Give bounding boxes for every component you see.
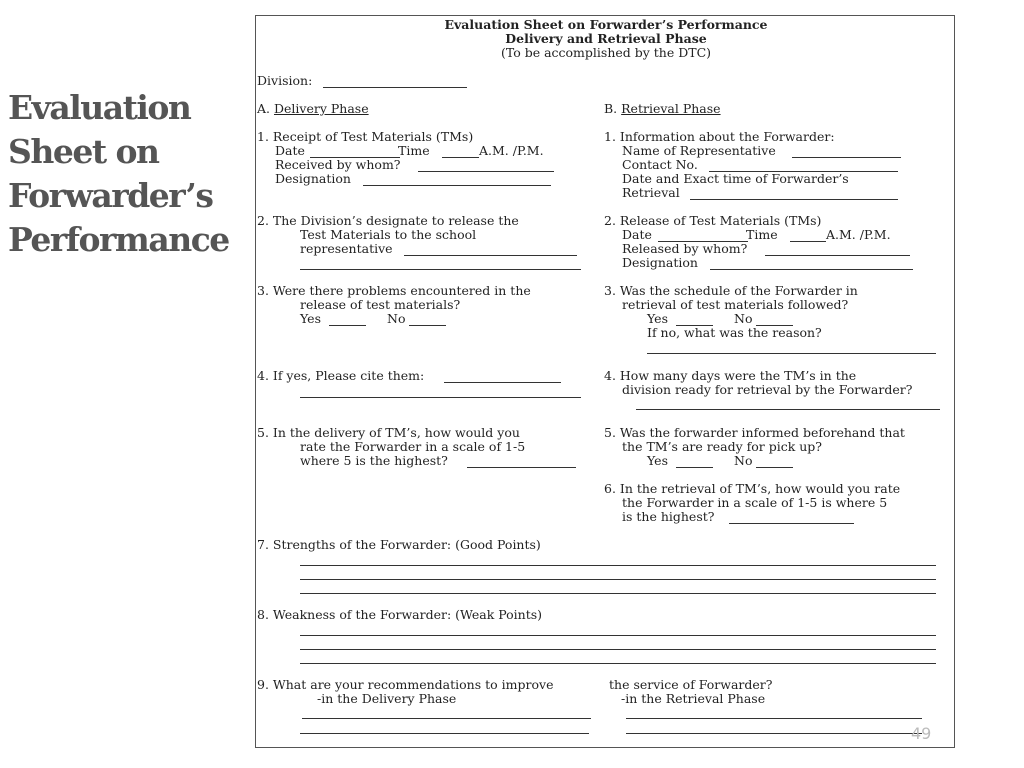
recommendations-retrieval-label: -in the Retrieval Phase [621,691,766,706]
division-field[interactable] [323,87,467,88]
delivery-q2-representative-label: representative [300,241,393,256]
delivery-q4: 4. If yes, Please cite them: [257,368,425,383]
retrieval-q4-field[interactable] [636,409,940,410]
retrieval-q3-line2: retrieval of test materials followed? [622,297,849,312]
delivery-q5-rating-field[interactable] [467,467,576,468]
page-number: 49 [911,724,932,743]
delivery-q5: 5. In the delivery of TM’s, how would you [257,425,520,440]
delivery-q1-date-label: Date [275,143,305,158]
recommendations-retrieval-line[interactable] [626,733,922,734]
retrieval-q2-designation-field[interactable] [710,269,913,270]
delivery-q3-yes-field[interactable] [329,325,366,326]
delivery-q1-received-field[interactable] [418,171,554,172]
retrieval-q2-date-label: Date [622,227,652,242]
retrieval-q1-datetime-label: Date and Exact time of Forwarder’s [622,171,849,186]
retrieval-q3-yes-label: Yes [647,311,668,326]
document-header-note: (To be accomplished by the DTC) [500,45,712,60]
retrieval-q1-retrieval-field[interactable] [690,199,898,200]
retrieval-q6-line2: the Forwarder in a scale of 1-5 is where 5 [622,495,888,510]
retrieval-q1-contact-label: Contact No. [622,157,698,172]
retrieval-q3: 3. Was the schedule of the Forwarder in [604,283,858,298]
weakness-line[interactable] [300,649,936,650]
recommendations-retrieval-line[interactable] [626,718,922,719]
strengths-line[interactable] [300,579,936,580]
retrieval-q5-no-field[interactable] [756,467,793,468]
delivery-q1-designation-label: Designation [275,171,351,186]
retrieval-q1-name-field[interactable] [792,157,901,158]
section-b-heading: B. Retrieval Phase [604,101,721,116]
evaluation-sheet-document [255,15,955,748]
delivery-q3-no-label: No [387,311,406,326]
retrieval-q3-reason-field[interactable] [647,353,936,354]
division-label: Division: [257,73,313,88]
retrieval-q6-rating-label: is the highest? [622,509,715,524]
retrieval-q1-name-label: Name of Representative [622,143,776,158]
delivery-q1-designation-field[interactable] [363,185,551,186]
retrieval-q4-line2: division ready for retrieval by the Forwarder? [622,382,913,397]
retrieval-q2-ampm: A.M. /P.M. [826,227,891,242]
delivery-q1-time-label: Time [398,143,430,158]
delivery-q2-line2: Test Materials to the school [300,227,477,242]
retrieval-q3-no-label: No [734,311,753,326]
retrieval-q2-time-label: Time [746,227,778,242]
retrieval-q5: 5. Was the forwarder informed beforehand that [604,425,905,440]
recommendations-question-cont: the service of Forwarder? [609,677,773,692]
delivery-q2-representative-field[interactable] [404,255,577,256]
retrieval-q6-rating-field[interactable] [729,523,854,524]
strengths-line[interactable] [300,565,936,566]
retrieval-q1-retrieval-label: Retrieval [622,185,680,200]
delivery-q1: 1. Receipt of Test Materials (TMs) [257,129,474,144]
retrieval-q2: 2. Release of Test Materials (TMs) [604,213,822,228]
retrieval-q2-designation-label: Designation [622,255,698,270]
delivery-q5-line2: rate the Forwarder in a scale of 1-5 [300,439,526,454]
retrieval-q6: 6. In the retrieval of TM’s, how would you rate [604,481,901,496]
retrieval-q1: 1. Information about the Forwarder: [604,129,835,144]
strengths-line[interactable] [300,593,936,594]
weakness-question: 8. Weakness of the Forwarder: (Weak Points) [257,607,543,622]
strengths-question: 7. Strengths of the Forwarder: (Good Points) [257,537,541,552]
delivery-q4-field-2[interactable] [300,397,581,398]
section-a-heading: A. Delivery Phase [257,101,369,116]
weakness-line[interactable] [300,635,936,636]
delivery-q1-time-field[interactable] [442,157,479,158]
weakness-line[interactable] [300,663,936,664]
document-header-title: Evaluation Sheet on Forwarder’s Performance [444,17,768,32]
slide-title [8,86,248,262]
retrieval-q4: 4. How many days were the TM’s in the [604,368,857,383]
delivery-q3-yes-label: Yes [300,311,321,326]
delivery-q4-field[interactable] [444,382,561,383]
recommendations-delivery-line[interactable] [300,733,589,734]
recommendations-question: 9. What are your recommendations to improve [257,677,554,692]
recommendations-delivery-label: -in the Delivery Phase [317,691,457,706]
document-header-subtitle: Delivery and Retrieval Phase [505,31,707,46]
retrieval-q5-yes-label: Yes [647,453,668,468]
delivery-q5-rating-label: where 5 is the highest? [300,453,448,468]
slide-title-line: Evaluation [8,88,191,127]
recommendations-delivery-line[interactable] [302,718,591,719]
retrieval-q3-reason-label: If no, what was the reason? [647,325,822,340]
delivery-q1-ampm: A.M. /P.M. [479,143,544,158]
retrieval-q2-time-field[interactable] [790,241,826,242]
slide-title-line: Forwarder’s [8,176,213,215]
retrieval-q5-line2: the TM’s are ready for pick up? [622,439,823,454]
retrieval-q5-no-label: No [734,453,753,468]
retrieval-q2-released-field[interactable] [765,255,910,256]
retrieval-q2-released-label: Released by whom? [622,241,748,256]
slide-title-line: Sheet on [8,132,159,171]
retrieval-q5-yes-field[interactable] [676,467,713,468]
delivery-q3-no-field[interactable] [409,325,446,326]
section-a-title: Delivery Phase [273,101,369,116]
section-b-title: Retrieval Phase [621,101,721,116]
delivery-q3-line2: release of test materials? [300,297,461,312]
delivery-q2: 2. The Division’s designate to release the [257,213,519,228]
slide-title-line: Performance [8,220,229,259]
delivery-q1-received-label: Received by whom? [275,157,401,172]
delivery-q3: 3. Were there problems encountered in the [257,283,531,298]
delivery-q2-representative-field-2[interactable] [300,269,581,270]
